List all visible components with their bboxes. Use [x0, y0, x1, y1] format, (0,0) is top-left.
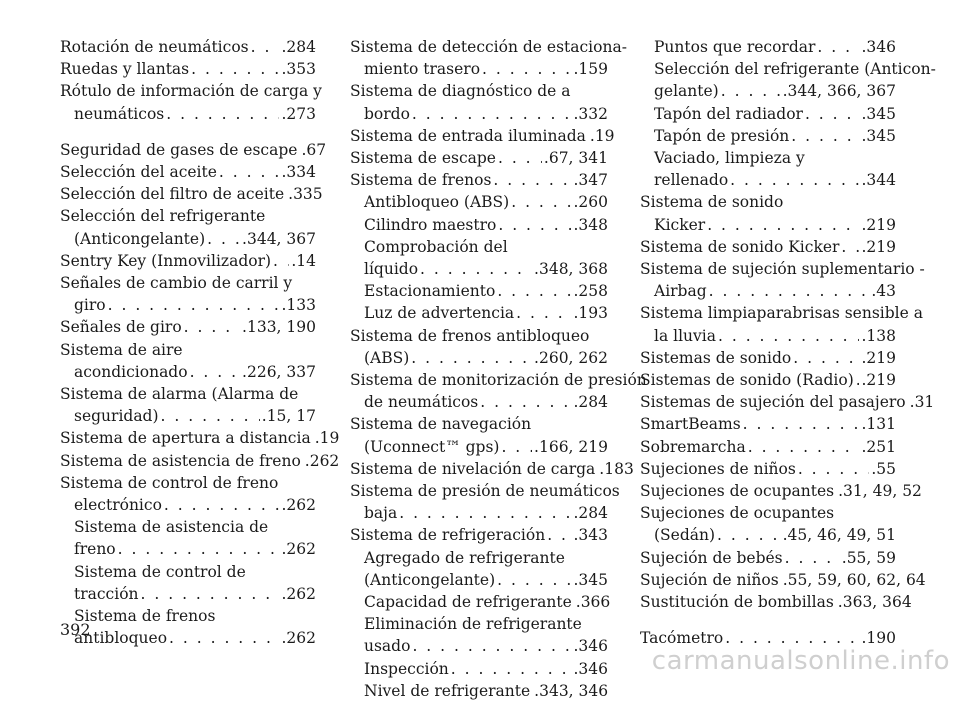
- index-entry-pages: .260, 262: [534, 348, 608, 367]
- index-entry: [640, 524, 896, 546]
- leader-dots: [273, 250, 289, 272]
- index-entry-term: Tacómetro: [640, 629, 724, 648]
- index-entry: [60, 36, 316, 58]
- index-entry: [350, 302, 608, 324]
- page-number: 392: [60, 620, 91, 639]
- index-entry: [640, 413, 896, 435]
- index-entry-pages: .262: [304, 451, 340, 470]
- index-entry-pages: .343: [573, 526, 608, 545]
- index-entry: [640, 325, 896, 347]
- index-entry-term: Sujeciones de niños: [640, 459, 796, 478]
- index-entry: [350, 613, 608, 635]
- index-entry-term: Sistema de alarma (Alarma de: [60, 385, 299, 404]
- index-entry: [640, 58, 936, 80]
- index-entry-term: Sistema de monitorización de presión: [350, 371, 647, 390]
- index-entry: [350, 547, 608, 569]
- index-entry-term: Sistema de frenos: [74, 607, 216, 626]
- index-entry: [60, 183, 323, 205]
- index-entry-term: Sistemas de sujeción del pasajero: [640, 393, 906, 412]
- index-entry-term: Sistema de sonido Kicker: [640, 237, 840, 256]
- index-entry: [640, 280, 896, 302]
- index-entry-term: Sistemas de sonido (Radio): [640, 371, 854, 390]
- index-entry-term: Sobremarcha: [640, 437, 746, 456]
- index-entry: [60, 361, 316, 383]
- index-entry-term: Cilindro maestro: [364, 215, 497, 234]
- index-entry-pages: .193: [573, 304, 608, 323]
- index-entry-term: antibloqueo: [74, 629, 168, 648]
- leader-dots: [164, 494, 280, 516]
- leader-dots: [451, 658, 572, 680]
- index-entry: [640, 480, 922, 502]
- index-entry-pages: .345: [861, 104, 896, 123]
- leader-dots: [817, 36, 859, 58]
- leader-dots: [412, 635, 571, 657]
- index-entry-term: Kicker: [654, 215, 706, 234]
- index-entry: [60, 161, 316, 183]
- index-entry-pages: .262: [281, 496, 316, 515]
- leader-dots: [141, 583, 280, 605]
- leader-dots: [547, 524, 571, 546]
- leader-dots: [480, 391, 571, 413]
- index-entry-pages: .344, 366, 367: [782, 82, 896, 101]
- index-entry-term: baja: [364, 504, 398, 523]
- index-entry-term: Sentry Key (Inmovilizador): [60, 251, 272, 270]
- index-entry-pages: .133: [281, 296, 316, 315]
- index-entry-pages: .258: [573, 282, 608, 301]
- index-entry: [60, 205, 316, 227]
- leader-dots: [166, 103, 279, 125]
- index-entry: [60, 405, 316, 427]
- index-entry-pages: .45, 46, 49, 51: [782, 526, 896, 545]
- index-entry-pages: .284: [573, 504, 608, 523]
- index-entry-term: (Anticongelante): [74, 229, 206, 248]
- index-entry-pages: .348, 368: [534, 260, 608, 279]
- leader-dots: [748, 436, 860, 458]
- index-entry: [60, 427, 340, 449]
- index-entry-pages: .262: [281, 540, 316, 559]
- index-entry-term: Sistema de control de: [74, 562, 246, 581]
- index-entry-pages: .183: [599, 459, 634, 478]
- index-entry-term: miento trasero: [364, 60, 481, 79]
- index-entry-term: Ruedas y llantas: [60, 60, 190, 79]
- index-entry-pages: .226, 337: [242, 362, 316, 381]
- index-entry: [60, 383, 316, 405]
- index-entry-term: Comprobación del: [364, 237, 508, 256]
- index-entry-term: Luz de advertencia: [364, 304, 515, 323]
- index-entry-pages: .348: [573, 215, 608, 234]
- index-entry: [60, 605, 316, 627]
- index-entry: [640, 125, 896, 147]
- index-entry-pages: .345: [573, 570, 608, 589]
- index-entry-term: Tapón de presión: [654, 126, 790, 145]
- leader-dots: [743, 413, 860, 435]
- index-entry: [640, 591, 912, 613]
- index-entry-pages: .190: [861, 629, 896, 648]
- index-entry-term: Sistema de nivelación de carga: [350, 459, 596, 478]
- leader-dots: [511, 191, 571, 213]
- index-entry-term: (Anticongelante): [364, 570, 496, 589]
- index-entry-term: Sistema de escape: [350, 149, 496, 168]
- leader-dots: [707, 214, 859, 236]
- index-entry-term: freno: [74, 540, 116, 559]
- index-entry-pages: .332: [573, 104, 608, 123]
- index-column-2: [350, 36, 647, 702]
- index-entry-term: Sistema de frenos antibloqueo: [350, 326, 590, 345]
- index-entry-term: Sujeción de bebés: [640, 548, 783, 567]
- index-entry: [640, 258, 925, 280]
- index-entry: [350, 191, 608, 213]
- leader-dots: [118, 538, 280, 560]
- index-entry-term: (Uconnect™ gps): [364, 437, 500, 456]
- index-entry: [60, 561, 316, 583]
- index-entry-term: Sujeciones de ocupantes: [640, 482, 835, 501]
- index-entry: [350, 280, 608, 302]
- index-entry-pages: .353: [281, 60, 316, 79]
- leader-dots: [717, 524, 781, 546]
- index-entry-pages: .345: [861, 126, 896, 145]
- index-entry-term: Seguridad de gases de escape: [60, 140, 298, 159]
- index-entry-term: Capacidad de refrigerante: [364, 593, 572, 612]
- index-entry: [350, 236, 608, 258]
- index-entry: [60, 627, 316, 649]
- index-entry: [350, 147, 608, 169]
- index-entry-term: Sistema limpiaparabrisas sensible a: [640, 304, 923, 323]
- index-entry-term: Sistema de entrada iluminada: [350, 126, 586, 145]
- leader-dots: [721, 80, 781, 102]
- index-entry: [60, 80, 322, 102]
- index-entry: [60, 250, 316, 272]
- index-entry: [350, 591, 611, 613]
- index-entry: [640, 436, 896, 458]
- section-gap: [60, 125, 316, 139]
- index-entry-term: Vaciado, limpieza y: [654, 149, 805, 168]
- index-entry-pages: .43: [871, 282, 896, 301]
- leader-dots: [207, 228, 240, 250]
- index-entry-term: la lluvia: [654, 326, 716, 345]
- index-entry-pages: .344: [861, 171, 896, 190]
- leader-dots: [709, 280, 870, 302]
- index-entry-term: Selección del refrigerante (Anticon-: [654, 60, 936, 79]
- index-entry-term: tracción: [74, 584, 139, 603]
- index-entry: [640, 458, 896, 480]
- leader-dots: [856, 369, 860, 391]
- leader-dots: [412, 103, 572, 125]
- index-entry-pages: .67, 341: [543, 149, 608, 168]
- index-entry: [350, 58, 608, 80]
- index-entry: [60, 583, 316, 605]
- index-entry-term: Rótulo de información de carga y: [60, 82, 322, 101]
- index-entry-term: Inspección: [364, 659, 449, 678]
- index-entry-pages: .55, 59, 60, 62, 64: [782, 570, 926, 589]
- index-entry-pages: .363, 364: [837, 593, 912, 612]
- index-entry: [350, 391, 608, 413]
- index-entry: [350, 80, 608, 102]
- index-entry: [60, 272, 316, 294]
- index-entry-term: de neumáticos: [364, 393, 479, 412]
- index-entry-pages: .55, 59: [841, 548, 896, 567]
- leader-dots: [219, 161, 280, 183]
- leader-dots: [251, 36, 280, 58]
- index-entry-pages: .219: [861, 237, 896, 256]
- index-entry-term: Sistema de frenos: [350, 171, 492, 190]
- leader-dots: [482, 58, 571, 80]
- leader-dots: [497, 569, 571, 591]
- index-entry-term: Selección del aceite: [60, 163, 217, 182]
- index-entry: [60, 339, 316, 361]
- index-column-3: [640, 36, 936, 649]
- leader-dots: [493, 169, 571, 191]
- index-entry-term: Airbag: [654, 282, 707, 301]
- index-entry: [640, 36, 896, 58]
- index-entry-term: Nivel de refrigerante: [364, 681, 531, 700]
- leader-dots: [411, 347, 532, 369]
- index-entry-term: Sistema de apertura a distancia: [60, 429, 311, 448]
- index-entry: [60, 228, 316, 250]
- leader-dots: [516, 302, 571, 324]
- index-entry-term: giro: [74, 296, 106, 315]
- index-entry-term: Sistema de sonido: [640, 193, 784, 212]
- leader-dots: [791, 125, 859, 147]
- index-entry-term: Sistema de navegación: [350, 415, 532, 434]
- index-entry: [350, 125, 615, 147]
- leader-dots: [841, 236, 859, 258]
- index-entry-pages: .262: [281, 584, 316, 603]
- index-entry-term: (Sedán): [654, 526, 716, 545]
- leader-dots: [498, 147, 542, 169]
- index-entry: [350, 369, 647, 391]
- index-entry: [350, 169, 608, 191]
- index-entry-term: Sistema de detección de estaciona-: [350, 38, 627, 56]
- index-entry-pages: .284: [573, 393, 608, 412]
- index-entry: [350, 480, 620, 502]
- index-entry: [60, 103, 316, 125]
- index-entry: [350, 436, 608, 458]
- index-entry-term: Sujeción de niños: [640, 570, 779, 589]
- index-entry-pages: .366: [575, 593, 611, 612]
- index-entry-term: usado: [364, 637, 411, 656]
- index-entry: [350, 680, 608, 702]
- index-entry: [640, 103, 896, 125]
- index-entry-term: SmartBeams: [640, 415, 741, 434]
- index-entry-pages: .334: [281, 163, 316, 182]
- index-entry-term: seguridad): [74, 407, 159, 426]
- index-entry-term: neumáticos: [74, 104, 165, 123]
- index-entry-pages: .251: [861, 437, 896, 456]
- index-entry: [350, 635, 608, 657]
- index-entry-pages: .15, 17: [261, 407, 316, 426]
- index-entry-pages: .31, 49, 52: [838, 482, 922, 501]
- leader-dots: [730, 169, 859, 191]
- index-entry: [640, 169, 896, 191]
- index-entry-term: Eliminación de refrigerante: [364, 615, 582, 634]
- index-entry-pages: .31: [909, 393, 935, 412]
- index-entry-pages: .19: [314, 429, 340, 448]
- index-entry: [640, 80, 896, 102]
- index-entry-pages: .260: [573, 193, 608, 212]
- leader-dots: [184, 316, 240, 338]
- index-entry-term: Selección del filtro de aceite: [60, 185, 285, 204]
- leader-dots: [420, 258, 532, 280]
- index-entry-pages: .344, 367: [242, 229, 316, 248]
- index-entry-term: Agregado de refrigerante: [364, 548, 565, 567]
- index-entry: [640, 369, 896, 391]
- index-entry: [640, 191, 896, 213]
- index-entry: [60, 294, 316, 316]
- index-entry: [350, 458, 634, 480]
- leader-dots: [497, 280, 571, 302]
- leader-dots: [501, 436, 532, 458]
- index-entry: [350, 36, 627, 58]
- index-entry-pages: .284: [281, 38, 316, 56]
- leader-dots: [191, 58, 279, 80]
- index-entry: [60, 450, 340, 472]
- index-entry: [350, 502, 608, 524]
- index-entry: [350, 103, 608, 125]
- index-entry-pages: .133, 190: [242, 318, 316, 337]
- index-entry: [350, 347, 608, 369]
- index-entry-pages: .346: [861, 38, 896, 56]
- index-entry-term: (ABS): [364, 348, 410, 367]
- index-entry: [350, 214, 608, 236]
- index-entry: [60, 516, 316, 538]
- index-entry-term: Tapón del radiador: [654, 104, 803, 123]
- index-entry: [60, 139, 327, 161]
- index-entry-term: bordo: [364, 104, 410, 123]
- index-entry: [350, 258, 608, 280]
- index-entry: [60, 58, 316, 80]
- index-entry-pages: .166, 219: [534, 437, 608, 456]
- index-entry-term: Sustitución de bombillas: [640, 593, 834, 612]
- index-entry-pages: .335: [288, 185, 323, 204]
- index-entry: [60, 316, 316, 338]
- index-entry: [350, 413, 608, 435]
- index-entry-term: Puntos que recordar: [654, 38, 816, 56]
- leader-dots: [399, 502, 571, 524]
- index-entry-term: gelante): [654, 82, 719, 101]
- index-entry-term: Selección del refrigerante: [60, 207, 266, 226]
- index-entry: [640, 391, 935, 413]
- index-entry-term: líquido: [364, 260, 419, 279]
- index-entry-term: acondicionado: [74, 362, 188, 381]
- leader-dots: [785, 547, 840, 569]
- index-entry: [640, 569, 926, 591]
- index-entry-pages: .346: [573, 659, 608, 678]
- index-entry: [60, 494, 316, 516]
- leader-dots: [718, 325, 860, 347]
- index-entry-pages: .55: [871, 459, 896, 478]
- index-entry: [60, 472, 316, 494]
- index-entry-pages: .262: [281, 629, 316, 648]
- index-entry-term: Sistema de asistencia de: [74, 518, 269, 537]
- leader-dots: [798, 458, 870, 480]
- leader-dots: [108, 294, 280, 316]
- index-entry-term: Estacionamiento: [364, 282, 496, 301]
- index-entry: [350, 325, 608, 347]
- index-entry-pages: .14: [291, 251, 316, 270]
- index-entry-term: rellenado: [654, 171, 729, 190]
- index-entry: [640, 502, 896, 524]
- index-entry-pages: .219: [861, 371, 896, 390]
- index-entry-term: Antibloqueo (ABS): [364, 193, 510, 212]
- index-entry: [350, 658, 608, 680]
- leader-dots: [161, 405, 260, 427]
- index-entry-term: electrónico: [74, 496, 162, 515]
- watermark: carmanualsonline.info: [651, 646, 950, 676]
- index-entry-term: Sujeciones de ocupantes: [640, 504, 835, 523]
- index-entry-term: Sistemas de sonido: [640, 348, 792, 367]
- index-entry-pages: .219: [861, 348, 896, 367]
- index-entry-term: Sistema de refrigeración: [350, 526, 546, 545]
- index-entry-term: Sistema de sujeción suplementario -: [640, 260, 925, 279]
- leader-dots: [805, 103, 860, 125]
- index-entry-pages: .159: [573, 60, 608, 79]
- section-gap: [640, 613, 896, 627]
- index-entry: [640, 236, 896, 258]
- index-entry-term: Rotación de neumáticos: [60, 38, 249, 56]
- index-entry-pages: .67: [301, 140, 327, 159]
- index-entry-term: Sistema de aire: [60, 340, 183, 359]
- index-entry: [640, 347, 896, 369]
- index-entry-pages: .138: [861, 326, 896, 345]
- leader-dots: [498, 214, 571, 236]
- index-entry-term: Sistema de diagnóstico de a: [350, 82, 571, 101]
- index-entry-pages: .343, 346: [534, 681, 609, 700]
- index-entry-term: Sistema de presión de neumáticos: [350, 482, 620, 501]
- index-entry-term: Señales de giro: [60, 318, 182, 337]
- index-entry: [60, 538, 316, 560]
- index-entry-pages: .219: [861, 215, 896, 234]
- index-entry-pages: .347: [573, 171, 608, 190]
- index-entry: [640, 547, 896, 569]
- index-column-1: [60, 36, 340, 649]
- index-entry-term: Señales de cambio de carril y: [60, 274, 293, 293]
- index-entry-pages: .131: [861, 415, 896, 434]
- index-entry-term: Sistema de control de freno: [60, 473, 279, 492]
- index-entry: [350, 524, 608, 546]
- leader-dots: [190, 361, 240, 383]
- index-entry-pages: .346: [573, 637, 608, 656]
- index-entry: [640, 214, 896, 236]
- leader-dots: [793, 347, 859, 369]
- index-entry-pages: .19: [589, 126, 615, 145]
- leader-dots: [169, 627, 279, 649]
- index-entry: [640, 147, 896, 169]
- index-entry: [640, 302, 923, 324]
- index-entry-pages: .273: [281, 104, 316, 123]
- index-entry: [350, 569, 608, 591]
- index-entry-term: Sistema de asistencia de freno: [60, 451, 301, 470]
